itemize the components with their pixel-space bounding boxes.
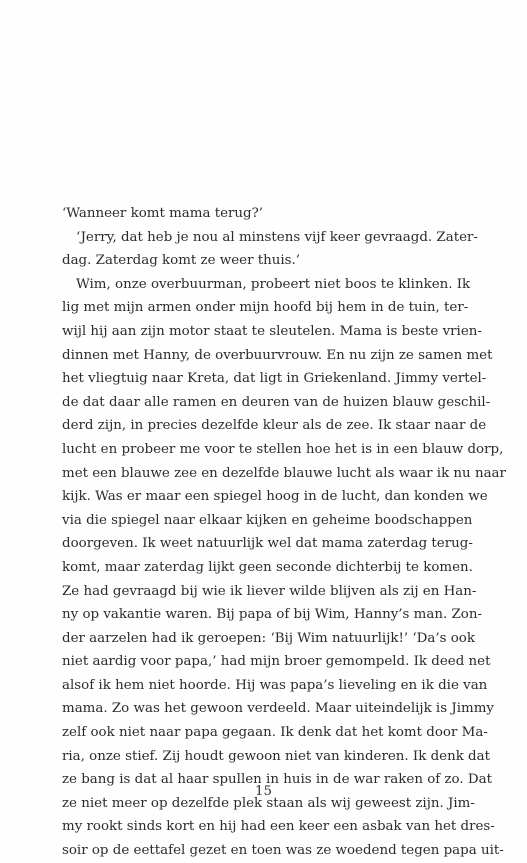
text-line: doorgeven. Ik weet natuurlijk wel dat mama zaterdag terug- [62,536,473,552]
text-line: ria, onze stief. Zij houdt gewoon niet van kinderen. Ik denk dat [62,748,490,764]
text-line: dinnen met Hanny, de overbuurvrouw. En nu zijn ze samen met [62,347,493,363]
body-text [62,202,506,863]
text-line: dag. Zaterdag komt ze weer thuis.’ [62,253,301,269]
text-line: niet aardig voor papa,’ had mijn broer gemompeld. Ik deed net [62,654,491,670]
text-line: zelf ook niet naar papa gegaan. Ik denk dat het komt door Ma- [62,725,488,741]
text-line: ny op vakantie waren. Bij papa of bij Wim, Hanny’s man. Zon- [62,607,483,623]
text-line: my rookt sinds kort en hij had een keer een asbak van het dres- [62,819,495,835]
text-line: lucht en probeer me voor te stellen hoe het is in een blauw dorp, [62,441,504,457]
text-line: ze niet meer op dezelfde plek staan als wij geweest zijn. Jim- [62,795,475,811]
text-line: met een blauwe zee en dezelfde blauwe lucht als waar ik nu naar [62,465,506,481]
text-line: via die spiegel naar elkaar kijken en geheime boodschappen [62,512,473,528]
text-line: het vliegtuig naar Kreta, dat ligt in Griekenland. Jimmy vertel- [62,371,487,387]
text-line: de dat daar alle ramen en deuren van de huizen blauw geschil- [62,394,491,410]
text-line: wijl hij aan zijn motor staat te sleutelen. Mama is beste vrien- [62,323,482,339]
text-line: komt, maar zaterdag lijkt geen seconde dichterbij te komen. [62,559,473,575]
text-line: alsof ik hem niet hoorde. Hij was papa’s lieveling en ik die van [62,677,488,693]
text-line: der aarzelen had ik geroepen: ‘Bij Wim natuurlijk!’ ‘Da’s ook [62,630,475,646]
text-line: ‘Jerry, dat heb je nou al minstens vijf keer gevraagd. Zater- [76,229,478,245]
text-line: derd zijn, in precies dezelfde kleur als de zee. Ik staar naar de [62,418,487,434]
page-number: 15 [254,784,273,799]
text-line: ‘Wanneer komt mama terug?’ [62,206,264,221]
text-line: Wim, onze overbuurman, probeert niet boos te klinken. Ik [76,276,471,292]
text-line: Ze had gevraagd bij wie ik liever wilde blijven als zij en Han- [62,583,477,599]
text-line: lig met mijn armen onder mijn hoofd bij hem in de tuin, ter- [62,300,469,316]
text-line: kijk. Was er maar een spiegel hoog in de lucht, dan konden we [62,489,488,505]
text-line: mama. Zo was het gewoon verdeeld. Maar uiteindelijk is Jimmy [62,701,494,717]
text-line: ze bang is dat al haar spullen in huis in de war raken of zo. Dat [62,772,492,788]
text-line: soir op de eettafel gezet en toen was ze woedend tegen papa uit- [62,843,504,859]
